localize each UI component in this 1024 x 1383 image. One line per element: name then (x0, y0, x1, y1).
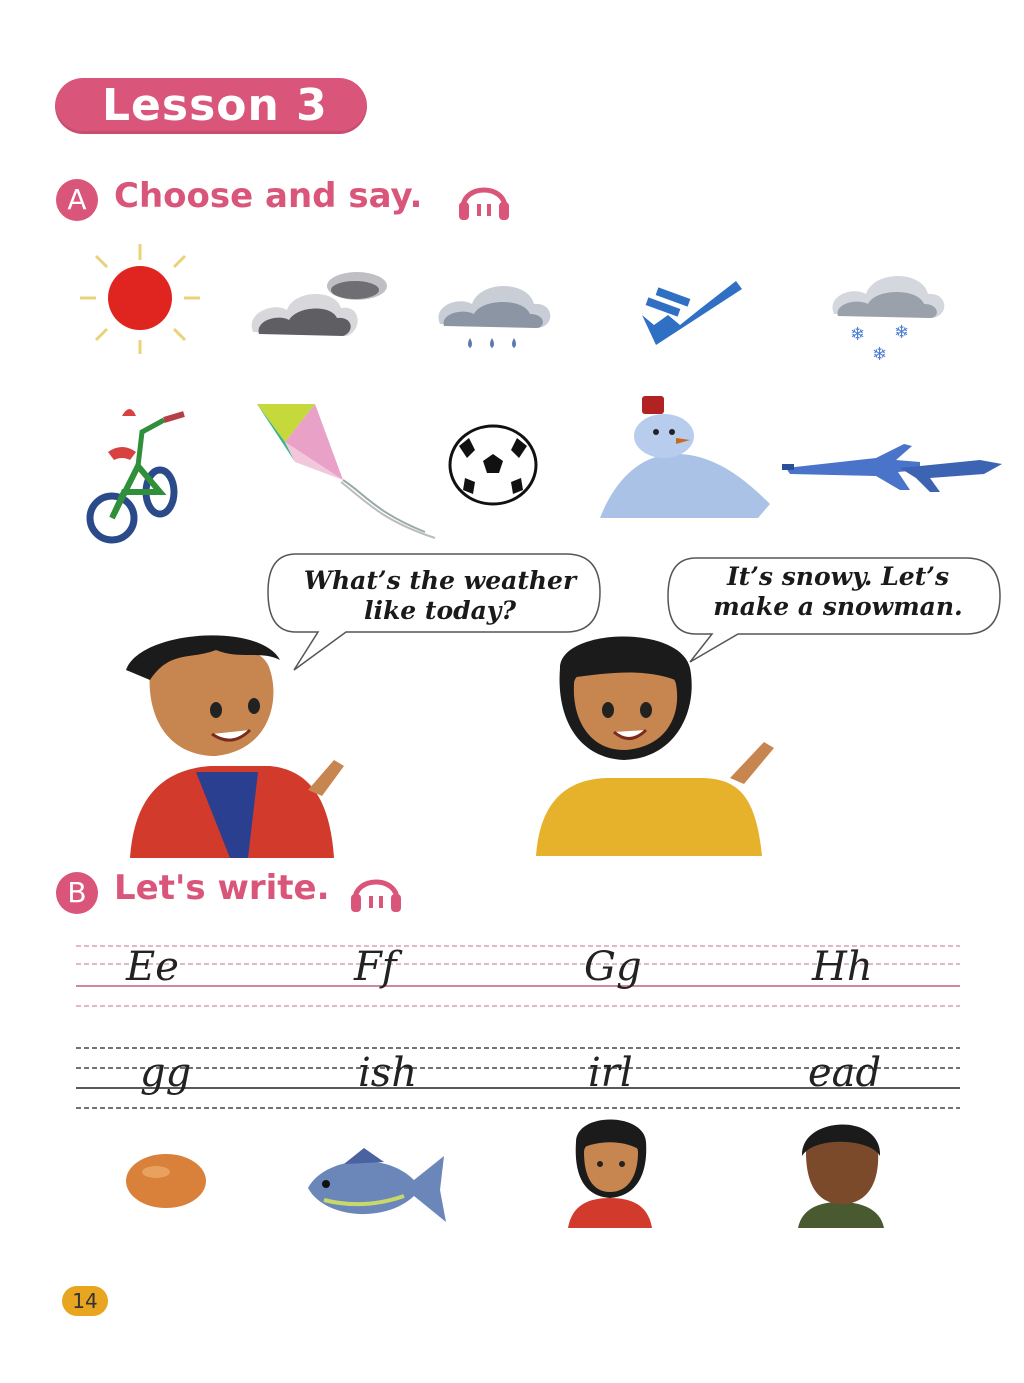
football-icon[interactable] (447, 424, 539, 506)
cloud-icon[interactable] (245, 260, 395, 345)
plane-icon[interactable] (780, 434, 1006, 502)
letter-g: Gg (584, 944, 642, 990)
letter-h: Hh (812, 944, 873, 990)
girl-icon (564, 1112, 656, 1230)
lesson-title: Lesson 3 (102, 80, 328, 131)
word-ending-egg: gg (140, 1050, 192, 1096)
kite-icon[interactable] (255, 402, 445, 542)
wind-icon[interactable] (636, 275, 746, 355)
girl-speech-text: It’s snowy. Let’s make a snowman. (713, 562, 963, 621)
word-ending-girl: irl (588, 1050, 633, 1096)
section-a-title: Choose and say. (114, 176, 423, 216)
boy-speech-text: What’s the weather like today? (303, 566, 577, 625)
svg-text:❄: ❄ (850, 324, 866, 345)
egg-icon (124, 1152, 208, 1210)
svg-text:❄: ❄ (894, 322, 910, 343)
svg-text:❄: ❄ (872, 344, 888, 365)
word-ending-fish: ish (358, 1050, 418, 1096)
page-number: 14 (62, 1286, 108, 1316)
letter-e: Ee (126, 944, 179, 990)
headphones-icon[interactable] (347, 866, 405, 914)
headphones-icon[interactable] (455, 174, 513, 222)
section-b-badge: B (56, 872, 98, 914)
word-ending-head: ead (808, 1050, 882, 1096)
snow-icon[interactable] (826, 262, 951, 367)
fish-icon (304, 1144, 450, 1228)
head-icon (790, 1112, 892, 1230)
section-a-badge: A (56, 179, 98, 221)
boy-character (120, 630, 360, 860)
rain-icon[interactable] (432, 270, 557, 355)
bike-icon[interactable] (72, 396, 212, 546)
girl-character (530, 628, 790, 858)
letter-f: Ff (354, 944, 397, 990)
snowman-icon[interactable] (598, 392, 773, 522)
section-b-title: Let's write. (114, 868, 330, 908)
sun-icon[interactable] (78, 242, 203, 357)
